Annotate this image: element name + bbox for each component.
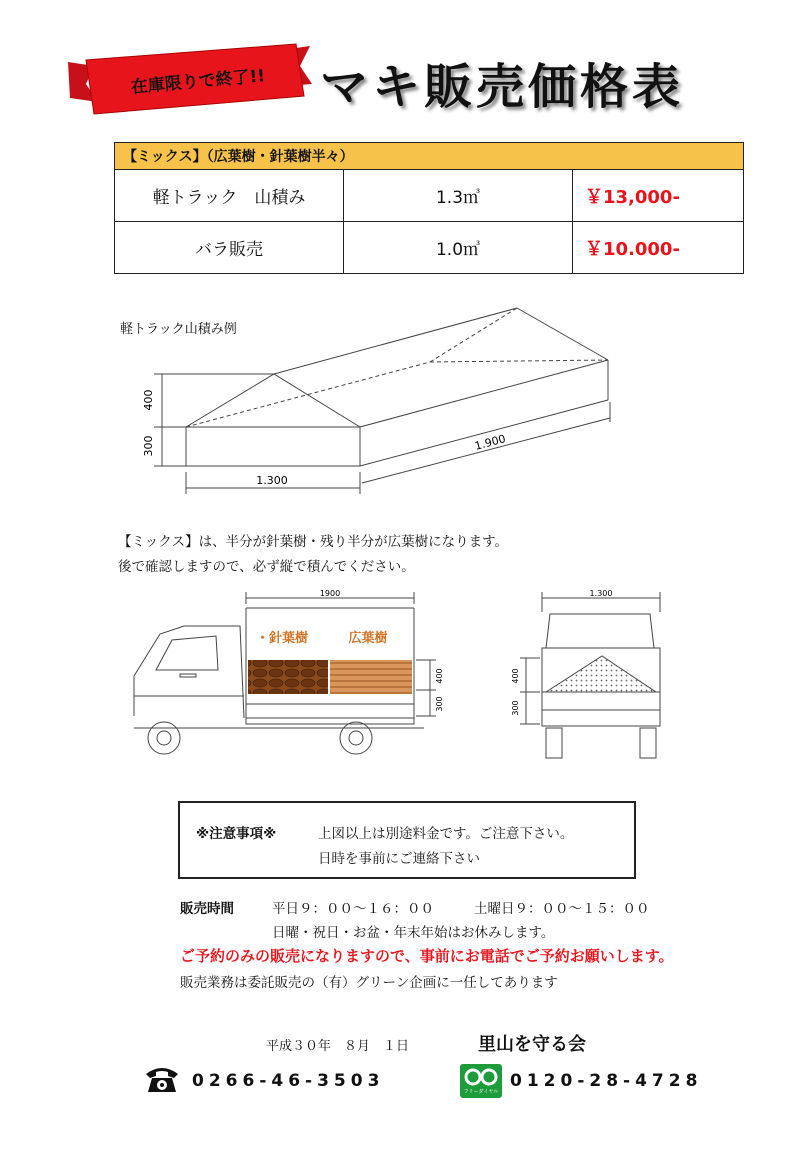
freedial-number[interactable]: 0120-28-4728 bbox=[510, 1071, 703, 1091]
truck-side-diagram bbox=[124, 588, 454, 768]
dim-1900: 1.900 bbox=[473, 432, 508, 453]
load-diagram bbox=[140, 300, 620, 500]
dim-400: 400 bbox=[142, 389, 155, 411]
mix-note bbox=[118, 530, 508, 580]
notice-line2: 日時を事前にご連絡下さい bbox=[318, 851, 480, 867]
phone-number[interactable]: 0266-46-3503 bbox=[192, 1071, 385, 1091]
softwood-label: ・針葉樹 bbox=[255, 631, 309, 646]
rear-dim-400: 400 bbox=[511, 668, 520, 684]
hardwood-label: 広葉樹 bbox=[348, 631, 388, 646]
side-dim-1900: 1900 bbox=[319, 589, 341, 598]
diagram-caption: 軽トラック山積み例 bbox=[120, 322, 237, 337]
price-table bbox=[114, 142, 744, 274]
item-cell: 軽トラック 山積み bbox=[115, 170, 344, 222]
price-cell: ￥13,000- bbox=[573, 170, 744, 222]
closed-days: 日曜・祝日・お盆・年末年始はお休みします。 bbox=[272, 925, 555, 941]
item-cell: バラ販売 bbox=[115, 222, 344, 274]
dim-300: 300 bbox=[142, 435, 155, 457]
consignment-note: 販売業務は委託販売の（有）グリーン企画に一任してあります bbox=[180, 975, 558, 991]
table-row bbox=[115, 170, 744, 222]
freedial-label: フリーダイヤル bbox=[463, 1089, 499, 1095]
hours-label: 販売時間 bbox=[180, 901, 234, 917]
rear-dim-300: 300 bbox=[511, 700, 520, 716]
page-title: マキ販売価格表 bbox=[320, 59, 685, 115]
organization-name: 里山を守る会 bbox=[478, 1034, 586, 1055]
hours-weekday: 平日９：００～１６：００ bbox=[272, 901, 434, 917]
dim-1300: 1.300 bbox=[256, 474, 288, 487]
notice-line1: 上図以上は別途料金です。ご注意下さい。 bbox=[318, 826, 574, 842]
sale-banner bbox=[64, 40, 314, 116]
notice-label: ※注意事項※ bbox=[196, 826, 277, 842]
truck-rear-diagram bbox=[504, 588, 674, 768]
price-cell: ￥10.000- bbox=[573, 222, 744, 274]
hours-saturday: 土曜日９：００～１５：００ bbox=[474, 901, 650, 917]
price-table-header: 【ミックス】（広葉樹・針葉樹半々） bbox=[115, 143, 744, 170]
volume-cell: 1.3㎥ bbox=[344, 170, 573, 222]
reservation-note: ご予約のみの販売になりますので、事前にお電話でご予約お願いします。 bbox=[180, 947, 674, 965]
telephone-icon bbox=[144, 1064, 180, 1094]
mix-note-line1: 【ミックス】は、半分が針葉樹・残り半分が広葉樹になります。 bbox=[118, 534, 509, 550]
issue-date: 平成３０年 ８月 １日 bbox=[266, 1039, 410, 1054]
banner-text: 在庫限りで終了!! bbox=[130, 66, 266, 98]
side-dim-300: 300 bbox=[435, 696, 444, 712]
mix-note-line2: 後で確認しますので、必ず縦で積んでください。 bbox=[118, 559, 415, 575]
rear-dim-1300: 1.300 bbox=[589, 589, 613, 598]
volume-cell: 1.0㎥ bbox=[344, 222, 573, 274]
table-row bbox=[115, 222, 744, 274]
side-dim-400: 400 bbox=[435, 668, 444, 684]
